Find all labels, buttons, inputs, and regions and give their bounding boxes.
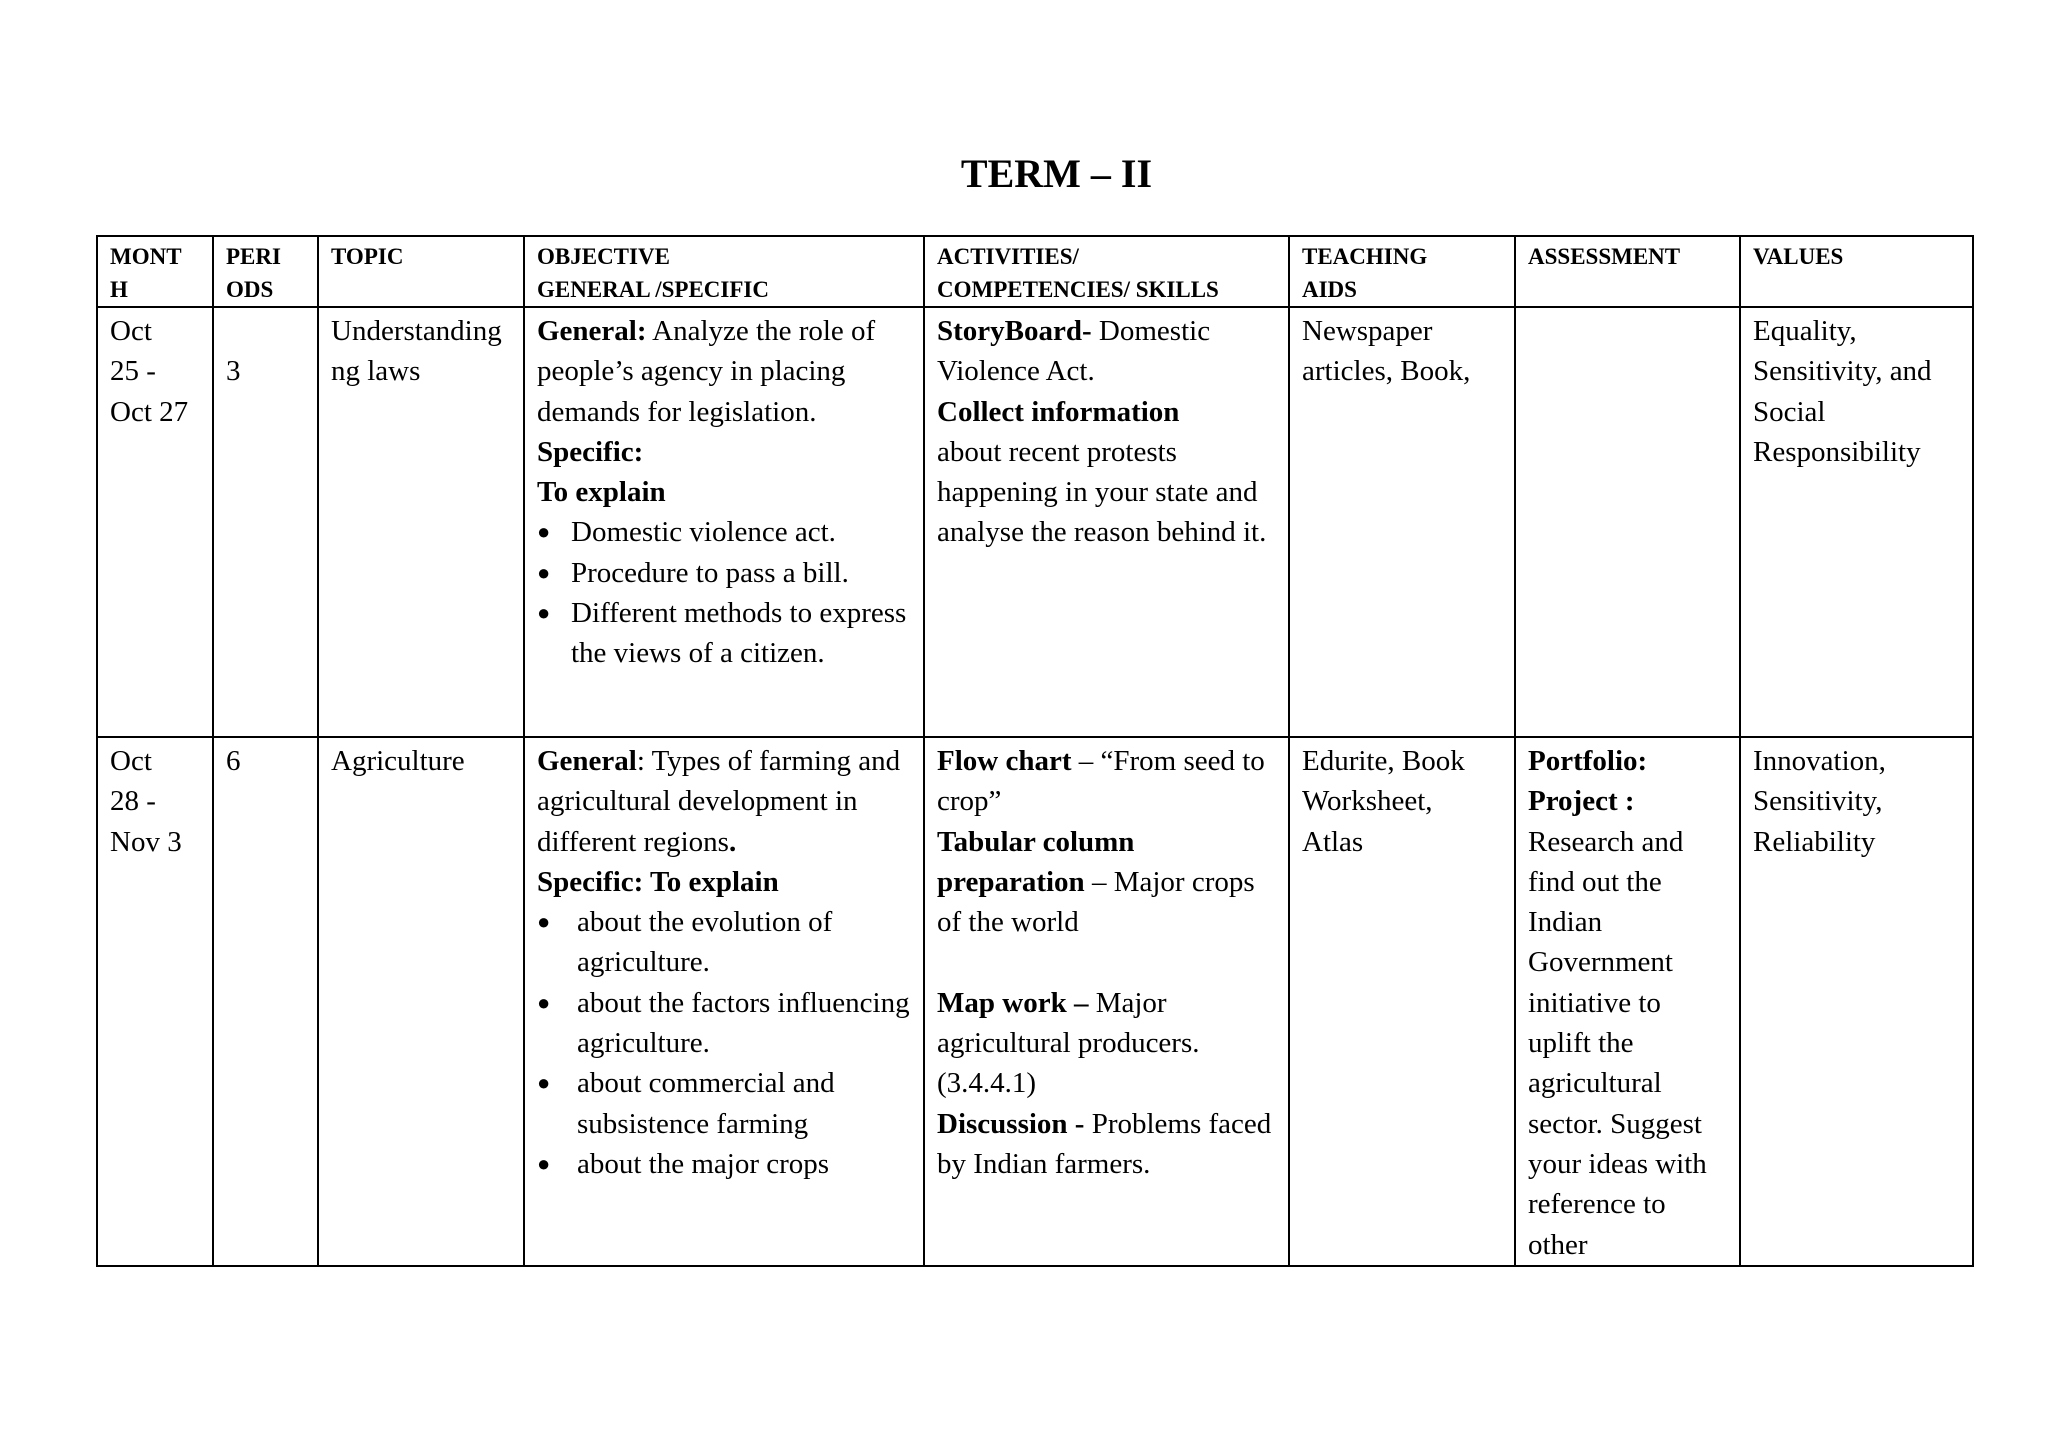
header-activities: ACTIVITIES/ COMPETENCIES/ SKILLS xyxy=(924,236,1289,307)
objective-bullet-list xyxy=(537,902,913,1184)
list-item: ● about the evolution of agriculture. xyxy=(537,902,913,983)
cell-teaching-aids: Edurite, Book Worksheet, Atlas xyxy=(1289,737,1515,1266)
header-periods: PERI ODS xyxy=(213,236,318,307)
cell-periods: 6 xyxy=(213,737,318,1266)
cell-objective xyxy=(524,737,924,1266)
cell-activities: StoryBoard- Domestic Violence Act. Collect information about recent protests happening in your state and analyse the reason behind it. xyxy=(924,307,1289,737)
objective-bullet-list xyxy=(537,512,913,673)
cell-activities: Flow chart – “From seed to crop” Tabular column preparation – Major crops of the world Map work – Major agricultural producers.(3.4.4.1) Discussion - Problems faced by Indian farmers. xyxy=(924,737,1289,1266)
page-title: TERM – II xyxy=(960,151,1153,196)
cell-objective xyxy=(524,307,924,737)
cell-assessment: Portfolio: Project : Research and find out the Indian Government initiative to uplift the agricultural sector. Suggest your ideas with reference to other xyxy=(1515,737,1740,1266)
list-item: ● about the major crops xyxy=(537,1144,913,1184)
cell-values: Equality, Sensitivity, and Social Responsibility xyxy=(1740,307,1973,737)
table-row xyxy=(97,737,1973,1266)
cell-teaching-aids: Newspaper articles, Book, xyxy=(1289,307,1515,737)
list-item: ● Different methods to express the views of a citizen. xyxy=(537,593,913,674)
list-item: ● Procedure to pass a bill. xyxy=(537,553,913,593)
header-teaching-aids: TEACHING AIDS xyxy=(1289,236,1515,307)
header-objective: OBJECTIVE GENERAL /SPECIFIC xyxy=(524,236,924,307)
lesson-plan-table xyxy=(96,235,1974,1267)
list-item: ● Domestic violence act. xyxy=(537,512,913,552)
objective-general: General: Analyze the role of people’s agency in placing demands for legislation. xyxy=(537,315,876,428)
objective-general: General: Types of farming and agricultural development in different regions. xyxy=(537,745,901,858)
table-row xyxy=(97,307,1973,737)
header-values: VALUES xyxy=(1740,236,1973,307)
header-assessment: ASSESSMENT xyxy=(1515,236,1740,307)
objective-specific-label: Specific: xyxy=(537,435,644,468)
objective-specific-label: Specific: To explain xyxy=(537,865,779,898)
table-header-row xyxy=(97,236,1973,307)
cell-topic: Agriculture xyxy=(318,737,524,1266)
list-item: ● about the factors influencing agriculture. xyxy=(537,983,913,1064)
cell-assessment xyxy=(1515,307,1740,737)
cell-month: Oct 28 - Nov 3 xyxy=(97,737,213,1266)
header-month: MONT H xyxy=(97,236,213,307)
objective-explain-label: To explain xyxy=(537,476,666,509)
header-topic: TOPIC xyxy=(318,236,524,307)
cell-periods: 3 xyxy=(213,307,318,737)
list-item: ● about commercial and subsistence farming xyxy=(537,1063,913,1144)
cell-month: Oct 25 - Oct 27 xyxy=(97,307,213,737)
cell-values: Innovation, Sensitivity, Reliability xyxy=(1740,737,1973,1266)
cell-topic: Understandingng laws xyxy=(318,307,524,737)
